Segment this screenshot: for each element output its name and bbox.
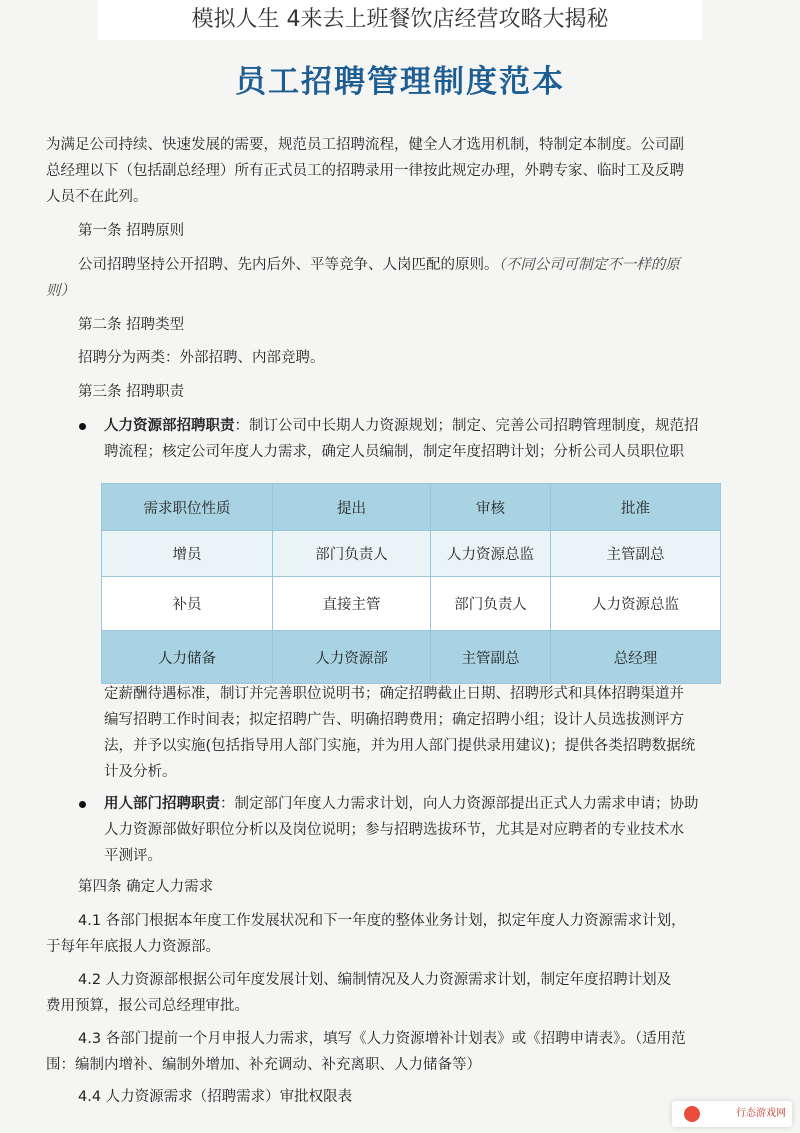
table-header-cell: 需求职位性质 <box>102 484 273 531</box>
table-cell: 部门负责人 <box>273 531 431 577</box>
hr-duty-line-1 <box>104 413 699 439</box>
document-title: 员工招聘管理制度范本 <box>235 64 565 100</box>
article-1-text <box>78 252 680 278</box>
section-4-1-line-2: 于每年年底报人力资源部。 <box>46 939 220 955</box>
site-watermark <box>672 1101 792 1127</box>
article-2-heading: 第二条 招聘类型 <box>78 317 185 333</box>
dept-duty-title: 用人部门招聘职责 <box>104 796 220 812</box>
intro-line-1: 为满足公司持续、快速发展的需要，规范员工招聘流程，健全人才选用机制，特制定本制度。公司副 <box>46 137 684 153</box>
article-1-note-cont: 则） <box>46 283 75 299</box>
article-2-text: 招聘分为两类：外部招聘、内部竞聘。 <box>78 350 325 366</box>
section-4-3-line-1: 4.3 各部门提前一个月申报人力需求，填写《人力资源增补计划表》或《招聘申请表》。（适用范 <box>78 1031 686 1047</box>
table-header-row <box>102 484 721 531</box>
hr-duty-line-2: 聘流程；核定公司年度人力需求，确定人员编制，制定年度招聘计划；分析公司人员职位职 <box>104 444 684 460</box>
intro-line-2: 总经理以下（包括副总经理）所有正式员工的招聘录用一律按此规定办理，外聘专家、临时工及反聘 <box>46 163 684 179</box>
table-row <box>102 631 721 684</box>
hr-duty-cont-3: 法，并予以实施(包括指导用人部门实施，并为用人部门提供录用建议)；提供各类招聘数据统 <box>104 738 696 754</box>
table-cell: 直接主管 <box>273 577 431 631</box>
table-cell: 人力资源总监 <box>431 531 551 577</box>
table-cell: 人力资源总监 <box>551 577 721 631</box>
table-cell: 人力储备 <box>102 631 273 684</box>
table-row <box>102 577 721 631</box>
dept-duty-text: ：制定部门年度人力需求计划，向人力资源部提出正式人力需求申请；协助 <box>220 796 699 812</box>
dept-duty-line-2: 人力资源部做好职位分析以及岗位说明；参与招聘选拔环节，尤其是对应聘者的专业技术水 <box>104 822 684 838</box>
section-4-4: 4.4 人力资源需求（招聘需求）审批权限表 <box>78 1089 353 1105</box>
section-4-2-line-1: 4.2 人力资源部根据公司年度发展计划、编制情况及人力资源需求计划，制定年度招聘计划及 <box>78 972 672 988</box>
banner-title: 模拟人生 4来去上班餐饮店经营攻略大揭秘 <box>98 0 702 40</box>
dept-duty-line-3: 平测评。 <box>104 848 162 864</box>
hr-duty-cont-1: 定薪酬待遇标准，制订并完善职位说明书；确定招聘截止日期、招聘形式和具体招聘渠道并 <box>104 686 684 702</box>
article-3-heading: 第三条 招聘职责 <box>78 384 185 400</box>
watermark-logo-icon <box>684 1106 700 1122</box>
bullet-icon <box>79 801 86 808</box>
table-cell: 补员 <box>102 577 273 631</box>
table-cell: 增员 <box>102 531 273 577</box>
hr-duty-cont-4: 计及分析。 <box>104 764 177 780</box>
intro-line-3: 人员不在此列。 <box>46 189 148 205</box>
watermark-text: 行态游戏网 <box>736 1108 786 1119</box>
dept-duty-line-1 <box>104 791 699 817</box>
article-4-heading: 第四条 确定人力需求 <box>78 879 214 895</box>
table-cell: 人力资源部 <box>273 631 431 684</box>
section-4-3-line-2: 围：编制内增补、编制外增加、补充调动、补充离职、人力储备等） <box>46 1057 481 1073</box>
approval-table <box>101 483 721 684</box>
article-1-heading: 第一条 招聘原则 <box>78 223 185 239</box>
section-4-1-line-1: 4.1 各部门根据本年度工作发展状况和下一年度的整体业务计划，拟定年度人力资源需求计划， <box>78 913 686 929</box>
table-cell: 部门负责人 <box>431 577 551 631</box>
table-cell: 主管副总 <box>551 531 721 577</box>
article-1-body: 公司招聘坚持公开招聘、先内后外、平等竞争、人岗匹配的原则。 <box>78 257 499 273</box>
table-header-cell: 批准 <box>551 484 721 531</box>
section-4-2-line-2: 费用预算，报公司总经理审批。 <box>46 998 249 1014</box>
bullet-icon <box>79 423 86 430</box>
table-header-cell: 审核 <box>431 484 551 531</box>
hr-duty-title: 人力资源部招聘职责 <box>104 418 235 434</box>
table-header-cell: 提出 <box>273 484 431 531</box>
table-cell: 主管副总 <box>431 631 551 684</box>
hr-duty-text: ：制订公司中长期人力资源规划；制定、完善公司招聘管理制度，规范招 <box>234 418 699 434</box>
table-row <box>102 531 721 577</box>
table-cell: 总经理 <box>551 631 721 684</box>
hr-duty-cont-2: 编写招聘工作时间表；拟定招聘广告、明确招聘费用；确定招聘小组；设计人员选拔测评方 <box>104 712 684 728</box>
article-1-note: （不同公司可制定不一样的原 <box>498 257 680 273</box>
